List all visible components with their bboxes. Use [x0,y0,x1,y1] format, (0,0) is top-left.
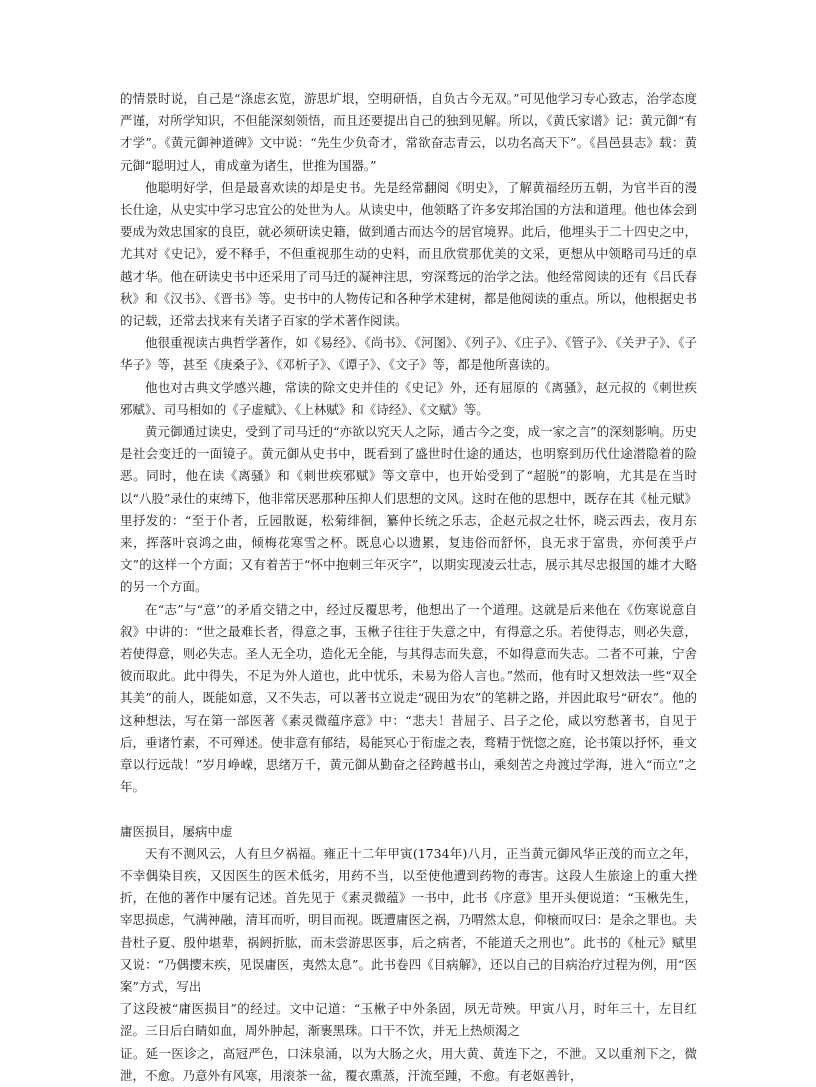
paragraph: 天有不测风云，人有旦夕祸福。雍正十二年甲寅(1734年)八月，正当黄元御风华正茂的而立之年，不幸偶染目疾，又因医生的医术低劣，用药不当，以至使他遭到药物的毒害。这段人生旅途上的重大挫折，在他的著作中屡有记述。首先见于《素灵微蕴》一书中，此书《序意》里开头便说道：“玉楸先生，宰思损虑，气满神融，清耳而听，明目而视。既遭庸医之祸，乃喟然太息，仰榱而叹曰：是余之罪也。夫昔杜子夏、殷仲堪辈，祸阏折肱，而未尝游思医事，后之病者，不能道夭之刑也”。此书的《杫元》赋里又说：“乃偶撄末疾，见误庸医，夷然太息”。此书卷四《目病解》，还以自己的目病治疗过程为例，用“医案”方式，写出 [120,845,697,994]
section-heading: 庸医损目，屡病中虚 [120,823,233,839]
paragraph: 的情景时说，自己是“涤虑玄览，游思圹垠，空明研悟，自负古今无双。”可见他学习专心致志，治学态度严谨，对所学知识，不但能深刻领悟，而且还要提出自己的独到见解。所以，《黄氏家谱》记：黄元御“有才学”。《黄元御神道碑》文中说：“先生少负奇才，常欲奋志青云，以功名高天下”。《昌邑县志》载：黄元御“聪明过人，甫成童为诸生，世推为国器。” [120,91,697,173]
document-page [120,88,697,1087]
paragraph: 证。延一医诊之，高冠严色，口沫泉涌，以为大肠之火，用大黄、黄连下之，不泄。又以重剂下之，微泄，不愈。乃意外有风寒，用滚茶一盆，覆衣熏蒸，汗流至踵，不愈。有老妪善针， [120,1045,697,1083]
section-spacer [120,799,697,821]
paragraph: 黄元御通过读史，受到了司马迁的“亦欲以究天人之际，通古今之变，成一家之言”的深刻影响。历史是社会变迁的一面镜子。黄元御从史书中，既看到了盛世时仕途的通达，也明察到历代仕途潜隐着的险恶。同时，他在读《离骚》和《刺世疾邪赋》等文章中，也开始受到了“超脱”的影响，尤其是在当时以“八股”录仕的束缚下，他非常厌恶那种压抑人们思想的文风。这时在他的思想中，既存在其《杫元赋》里抒发的：“至于仆者，丘园散诞，松菊绯徊，纂仲长统之乐志，企赵元叔之壮怀，晓云西去，夜月东来，挥落叶哀鸿之曲，倾梅花寒雪之杯。既息心以遗累，复违俗而舒怀，良无求于富贵，亦何羡乎卢文”的这样一个方面；又有着苦于“怀中抱刺三年灭字”，以期实现凌云壮志，展示其尽忠报国的雄才大略的另一个方面。 [120,424,697,595]
paragraph: 他很重视读古典哲学著作，如《易经》、《尚书》、《河图》、《列子》、《庄子》、《管子》、《关尹子》、《子华子》等，甚至《庚桑子》、《邓析子》、《谭子》、《文子》等，都是他所喜读的。 [120,335,697,373]
paragraph: 在“志”与“意’’的矛盾交错之中，经过反覆思考，他想出了一个道理。这就是后来他在《伤寒说意自叙》中讲的：“世之最难长者，得意之事，玉楸子往往于失意之中，有得意之乐。若使得志，则必失意，若使得意，则必失志。圣人无全功，造化无全能，与其得志而失意，不如得意而失志。二者不可兼，宁舍彼而取此。此中得失，不足为外人道也，此中忧乐，未易为俗人言也。”然而，他有时又想效法一些“双全其美”的前人，既能如意，又不失志，可以著书立说走“砚田为农”的笔耕之路，并因此取号“研农”。他的这种想法，写在第一部医著《素灵微蕴序意》中：“悲夫！昔屈子、吕子之伦，咸以穷愁著书，自见于后，垂诸竹素，不可殚述。使非意有郁结，曷能冥心于衔虚之表，骛精于恍惚之庭，论书策以抒怀，垂文章以行远哉！”岁月峥嵘，思绪万千，黄元御从勤奋之径跨越书山，乘刻苦之舟渡过学海，进入“而立”之年。 [120,601,697,795]
paragraph: 他也对古典文学感兴趣，常读的除文史并佳的《史记》外，还有屈原的《离骚》，赵元叔的《刺世疾邪赋》、司马相如的《子虚赋》、《上林赋》和《诗经》、《文赋》等。 [120,379,697,417]
paragraph: 他聪明好学，但是最喜欢读的却是史书。先是经常翻阅《明史》，了解黄福经历五朝，为官半百的漫长仕途，从史实中学习忠宜公的处世为人。从读史中，他领略了许多安邦治国的方法和道理。他也体会到要成为效忠国家的良臣，就必须研读史籍，做到通古而达今的居官境界。此后，他埋头于二十四史之中，尤其对《史记》，爱不释手，不但重视那生动的史料，而且欣赏那优美的文采，更想从中领略司马迁的卓越才华。他在研读史书中还采用了司马迁的凝神注思，穷深骛远的治学之法。他经常阅读的还有《吕氏春秋》和《汉书》、《晋书》等。史书中的人物传记和各种学术建树，都是他阅读的重点。所以，他根据史书的记载，还常去找来有关诸子百家的学术著作阅读。 [120,179,697,329]
paragraph: 了这段被“庸医损目”的经过。文中记道：“玉楸子中外条固，夙无苛殃。甲寅八月，时年三十，左目红涩。三日后白睛如血，周外肿起，渐裹黑珠。口干不饮，并无上热烦渴之 [120,1001,697,1039]
